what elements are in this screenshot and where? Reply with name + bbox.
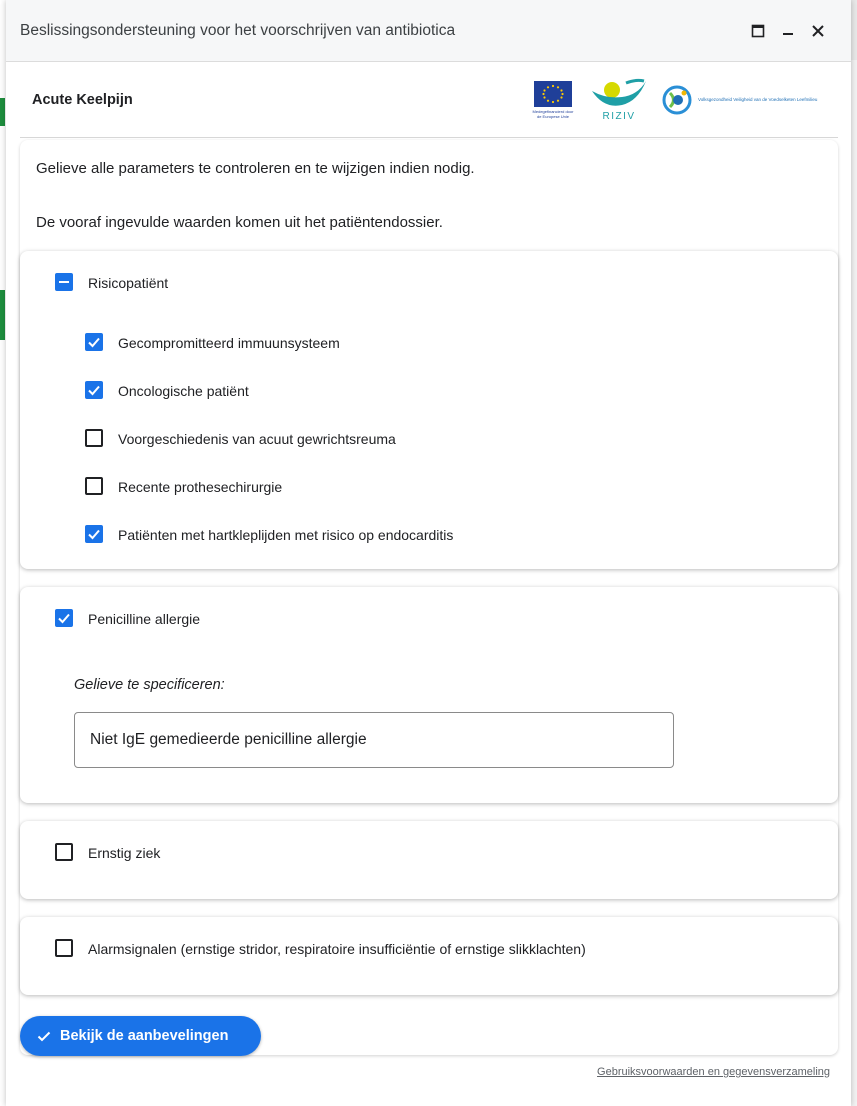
riziv-text: RIZIV xyxy=(602,111,636,122)
title-bar xyxy=(6,0,851,62)
riziv-logo xyxy=(590,77,648,122)
background-right-edge xyxy=(851,60,857,1106)
maximize-button[interactable] xyxy=(743,16,773,46)
page-title: Acute Keelpijn xyxy=(32,91,133,108)
penicillin-allergy-label: Penicilline allergie xyxy=(88,611,201,627)
logos xyxy=(530,77,818,122)
close-icon xyxy=(811,24,825,38)
close-button[interactable] xyxy=(803,16,833,46)
minimize-icon xyxy=(781,24,795,38)
check-icon xyxy=(36,1028,52,1044)
risk-item-label-prothese: Recente prothesechirurgie xyxy=(118,479,283,495)
risk-patient-label: Risicopatiënt xyxy=(88,275,169,291)
risk-patient-checkbox[interactable] xyxy=(55,273,73,291)
penicillin-card xyxy=(20,587,838,803)
eu-flag-icon xyxy=(534,81,572,107)
dialog-window xyxy=(6,0,851,1106)
specify-label: Gelieve te specificeren: xyxy=(74,677,225,693)
check-icon xyxy=(85,333,103,351)
penicillin-allergy-checkbox[interactable] xyxy=(55,609,73,627)
check-icon xyxy=(85,381,103,399)
riziv-emblem-icon xyxy=(590,77,648,113)
fod-text: Volksgezondheid Veiligheid van de Voedselketen Leefmilieu xyxy=(698,96,818,102)
risk-item-checkbox-gewrichtsreuma[interactable] xyxy=(85,429,103,447)
risk-item-checkbox-prothese[interactable] xyxy=(85,477,103,495)
alarm-signals-checkbox[interactable] xyxy=(55,939,73,957)
risk-item-label-gewrichtsreuma: Voorgeschiedenis van acuut gewrichtsreuma xyxy=(118,431,396,447)
check-icon xyxy=(55,609,73,627)
risk-card xyxy=(20,251,838,569)
allergy-specification-input[interactable]: Niet IgE gemedieerde penicilline allergie xyxy=(74,712,674,768)
fod-logo xyxy=(662,85,818,115)
intro-line-2: De vooraf ingevulde waarden komen uit het patiëntendossier. xyxy=(36,214,443,231)
eu-logo xyxy=(530,81,576,119)
maximize-icon xyxy=(751,24,765,38)
risk-item-checkbox-endocarditis[interactable] xyxy=(85,525,103,543)
view-recommendations-button[interactable] xyxy=(20,1016,261,1056)
risk-item-label-immuun: Gecompromitteerd immuunsysteem xyxy=(118,335,340,351)
eu-caption: Medegefinancierd door de Europese Unie xyxy=(532,108,574,119)
severe-ill-card xyxy=(20,821,838,899)
alarm-signals-label: Alarmsignalen (ernstige stridor, respiratoire insufficiëntie of ernstige slikklachten) xyxy=(88,941,586,957)
page-header xyxy=(20,62,838,138)
check-icon xyxy=(85,525,103,543)
alarm-signals-card xyxy=(20,917,838,995)
fod-emblem-icon xyxy=(662,85,692,115)
indeterminate-icon xyxy=(55,273,73,291)
severe-ill-checkbox[interactable] xyxy=(55,843,73,861)
risk-item-label-endocarditis: Patiënten met hartkleplijden met risico op endocarditis xyxy=(118,527,454,543)
window-title: Beslissingsondersteuning voor het voorschrijven van antibiotica xyxy=(20,21,456,39)
terms-link[interactable]: Gebruiksvoorwaarden en gegevensverzameling xyxy=(597,1066,830,1078)
view-recommendations-label: Bekijk de aanbevelingen xyxy=(60,1028,229,1044)
severe-ill-label: Ernstig ziek xyxy=(88,845,161,861)
risk-item-checkbox-oncologisch[interactable] xyxy=(85,381,103,399)
minimize-button[interactable] xyxy=(773,16,803,46)
intro-line-1: Gelieve alle parameters te controleren en te wijzigen indien nodig. xyxy=(36,160,475,177)
risk-item-checkbox-immuun[interactable] xyxy=(85,333,103,351)
risk-item-label-oncologisch: Oncologische patiënt xyxy=(118,383,249,399)
